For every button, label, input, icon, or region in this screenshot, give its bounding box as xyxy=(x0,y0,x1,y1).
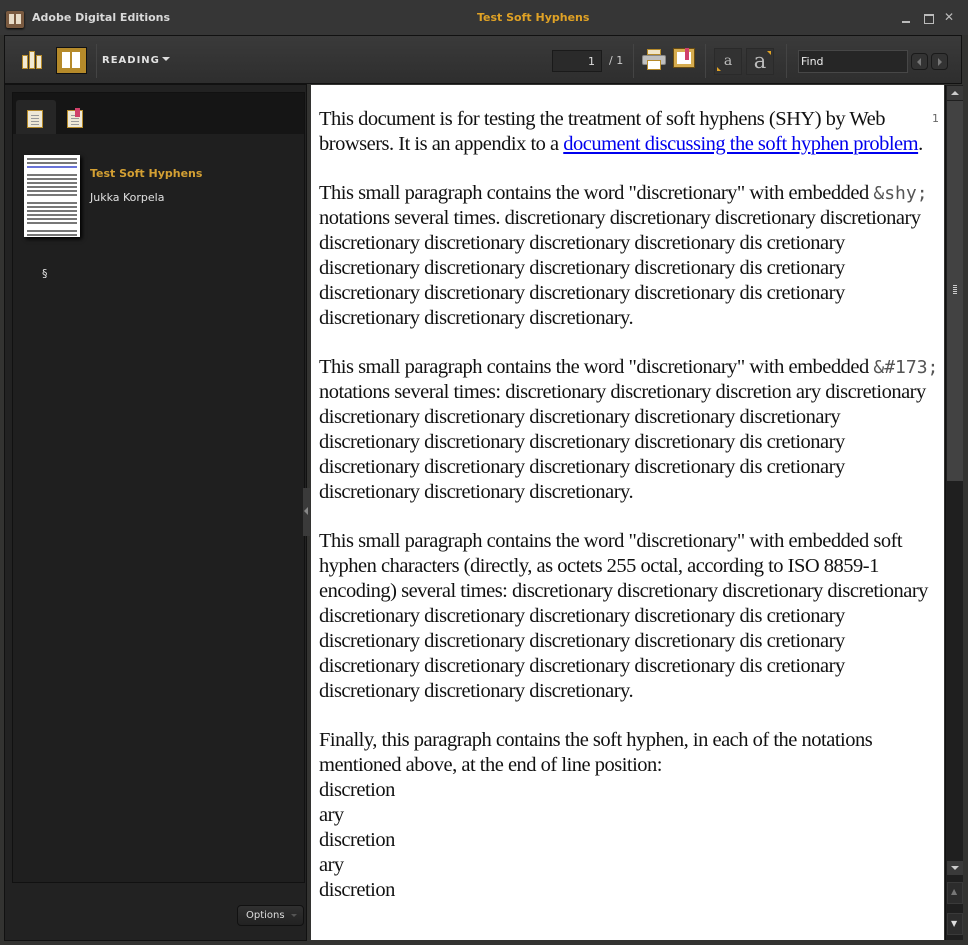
book-title: Test Soft Hyphens xyxy=(90,167,203,180)
current-page-input[interactable] xyxy=(552,50,602,72)
scroll-up-arrow-icon[interactable] xyxy=(947,86,963,100)
chevron-down-icon[interactable] xyxy=(162,57,170,61)
next-page-button[interactable] xyxy=(947,913,963,935)
sidebar-collapse-handle[interactable] xyxy=(303,488,310,536)
find-next-button[interactable] xyxy=(931,53,948,70)
paragraph-text: This small paragraph contains the word "discretionary" with embedded xyxy=(319,182,874,204)
previous-page-button[interactable] xyxy=(947,882,963,904)
line-fragment: ary xyxy=(319,854,344,876)
reading-mode-dropdown[interactable]: READING xyxy=(102,55,160,66)
line-fragment: discretion xyxy=(319,779,395,801)
toc-icon xyxy=(27,110,43,128)
sidebar-tab-strip xyxy=(13,93,304,134)
toolbar xyxy=(4,35,962,84)
soft-hyphen-problem-link[interactable]: document discussing the soft hyphen problem xyxy=(563,133,919,155)
paragraph-text: notations several times. discretionary discretionary discretionary discretionary discretionary discretionary discretionary discretionary dis cretionary discretionary discretionary discretionary discretionary dis cretionary discretionary discretionary discretionary discretionary dis cretionary discretionary discretionary discretionary. xyxy=(319,207,921,329)
scrollbar-thumb[interactable] xyxy=(947,101,963,481)
paragraph-shy-entity xyxy=(319,181,939,331)
reading-view-button[interactable] xyxy=(56,47,87,74)
app-title: Adobe Digital Editions xyxy=(32,11,171,24)
code-numeric-entity: &#173; xyxy=(873,357,939,378)
title-bar[interactable] xyxy=(0,0,968,35)
toolbar-divider xyxy=(786,44,787,78)
paragraph-intro xyxy=(319,107,939,157)
book-cover-thumbnail[interactable] xyxy=(24,155,80,237)
code-shy-entity: &shy; xyxy=(873,183,928,204)
sidebar xyxy=(4,84,307,941)
maximize-button[interactable] xyxy=(921,10,935,24)
paragraph-raw-octets: This small paragraph contains the word "discretionary" with embedded soft hyphen characters (directly, as octets 255 octal, according to ISO 8859-1 encoding) several times: discretionary discretionary discretionary discretionary discretionary discretionary discretionary discretionary dis cretionary discretionary discretionary discretionary discretionary dis cretionary discretionary discretionary discretionary discretionary dis cretionary discretionary discretionary discretionary. xyxy=(319,530,928,702)
close-button[interactable]: ✕ xyxy=(943,10,955,24)
library-view-button[interactable] xyxy=(21,49,43,71)
corner-arrow-icon xyxy=(717,67,721,71)
paragraph-text: Finally, this paragraph contains the soft hyphen, in each of the notations mentioned above, at the end of line position: xyxy=(319,729,873,776)
toc-item[interactable]: § xyxy=(42,267,48,280)
books-icon-spine-2 xyxy=(36,55,42,69)
print-button[interactable] xyxy=(642,49,666,71)
total-pages-label: / 1 xyxy=(609,54,624,67)
small-a-icon: a xyxy=(723,53,733,69)
increase-font-size-button[interactable] xyxy=(746,48,774,75)
toolbar-divider xyxy=(96,44,97,78)
books-icon xyxy=(22,55,28,69)
paragraph-text: This small paragraph contains the word "discretionary" with embedded xyxy=(319,356,874,378)
document-content xyxy=(319,107,939,927)
sidebar-panel xyxy=(12,92,305,883)
intro-end: . xyxy=(918,133,923,155)
line-fragment: discretion xyxy=(319,879,395,901)
tab-table-of-contents[interactable] xyxy=(16,100,56,134)
paragraph-end-of-line xyxy=(319,728,939,903)
vertical-scrollbar[interactable] xyxy=(945,85,963,940)
printer-icon-paper xyxy=(647,60,661,70)
intro-text: This document is for testing the treatment of soft hyphens (SHY) by Web browsers. It is an appendix to a xyxy=(319,108,885,155)
options-button[interactable]: Options xyxy=(237,905,304,926)
corner-arrow-icon xyxy=(767,51,771,55)
books-icon-spine xyxy=(29,51,35,69)
book-author: Jukka Korpela xyxy=(90,191,165,204)
line-fragment: ary xyxy=(319,804,344,826)
toolbar-divider xyxy=(705,44,706,78)
page-number: 1 xyxy=(932,112,939,125)
paragraph-text: notations several times: discretionary discretionary discretion ary discretionary discretionary discretionary discretionary discretionary discretionary discretionary discretionary discretionary discretionary dis cretionary discretionary discretionary discretionary discretionary dis cretionary discretionary discretionary discretionary. xyxy=(319,381,926,503)
line-fragment: discretion xyxy=(319,829,395,851)
document-page xyxy=(311,85,944,940)
adobe-digital-editions-logo-icon xyxy=(6,11,24,28)
scroll-down-arrow-icon[interactable] xyxy=(947,861,963,875)
paragraph-numeric-entity xyxy=(319,355,939,505)
minimize-button[interactable] xyxy=(899,10,913,24)
bookmark-icon xyxy=(67,110,83,128)
add-bookmark-button[interactable] xyxy=(673,48,695,68)
document-title: Test Soft Hyphens xyxy=(477,11,590,24)
tab-bookmarks[interactable] xyxy=(56,100,96,134)
decrease-font-size-button[interactable] xyxy=(714,48,742,75)
toolbar-divider xyxy=(633,44,634,78)
large-a-icon: a xyxy=(753,49,767,73)
find-input[interactable] xyxy=(798,50,908,73)
find-previous-button[interactable] xyxy=(911,53,928,70)
